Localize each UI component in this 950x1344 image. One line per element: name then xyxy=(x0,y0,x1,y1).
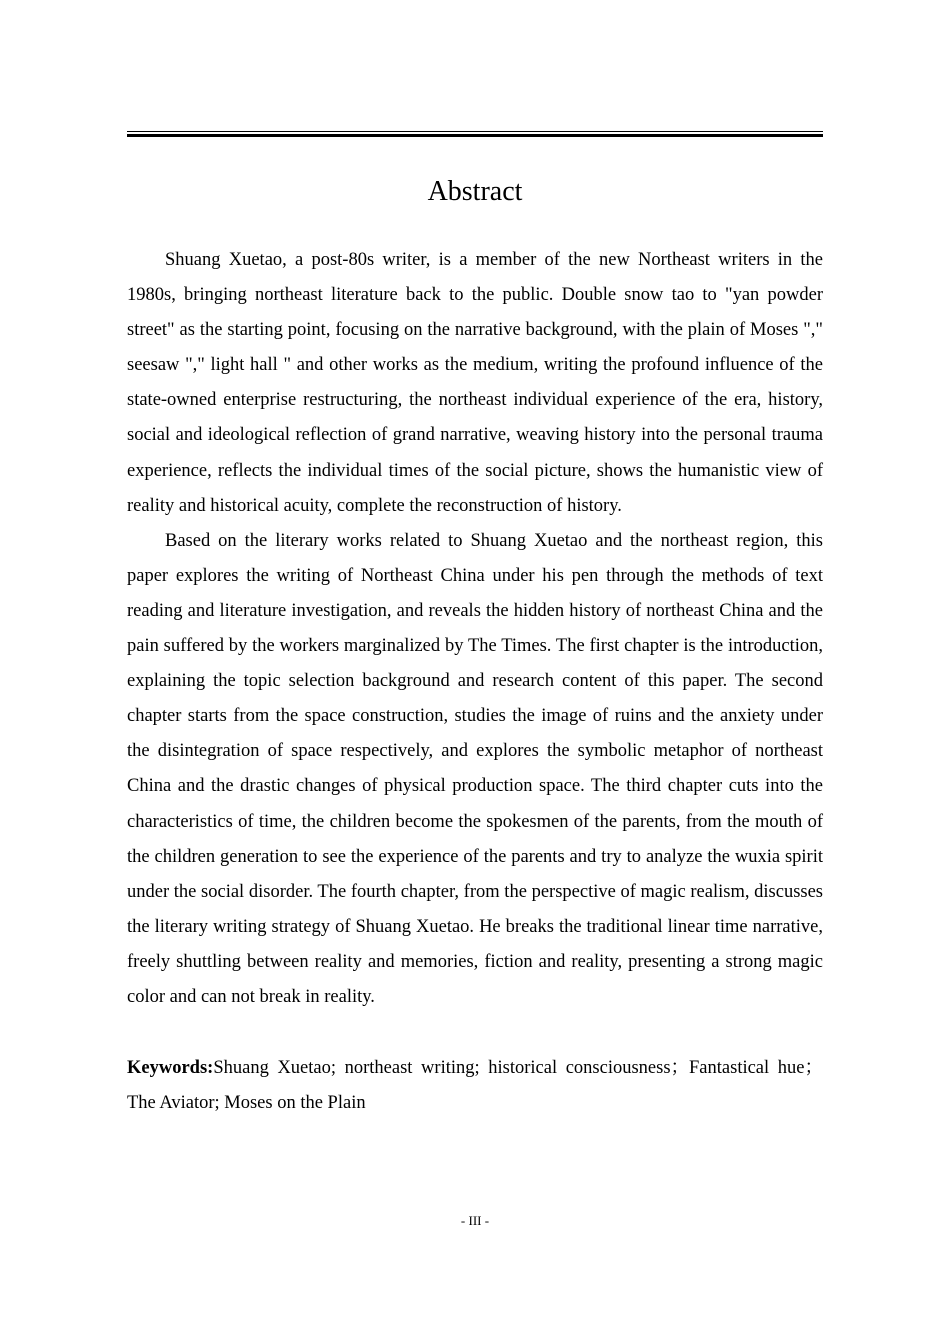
header-rule-thick-line xyxy=(127,134,823,137)
abstract-paragraph-2: Based on the literary works related to Shuang Xuetao and the northeast region, this paper explores the writing of Northeast China under his pen through the methods of text reading and literature investigation, and reveals the hidden history of northeast China and the pain suffered by the workers marginalized by The Times. The first chapter is the introduction, explaining the topic selection background and research content of this paper. The second chapter starts from the space construction, studies the image of ruins and the anxiety under the disintegration of space respectively, and explores the symbolic metaphor of northeast China and the drastic changes of physical production space. The third chapter cuts into the characteristics of time, the children become the spokesmen of the parents, from the mouth of the children generation to see the experience of the parents and try to analyze the wuxia spirit under the social disorder. The fourth chapter, from the perspective of magic realism, discusses the literary writing strategy of Shuang Xuetao. He breaks the traditional linear time narrative, freely shuttling between reality and memories, fiction and reality, presenting a strong magic color and can not break in reality. xyxy=(127,530,823,1007)
header-double-rule xyxy=(127,131,823,138)
keywords-label: Keywords: xyxy=(127,1058,214,1078)
abstract-paragraph-1: Shuang Xuetao, a post-80s writer, is a member of the new Northeast writers in the 1980s, bringing northeast literature back to the public. Double snow tao to "yan powder street" as the starting point, focusing on the narrative background, with the plain of Moses "," seesaw "," light hall " and other works as the medium, writing the profound influence of the state-owned enterprise restructuring, the northeast individual experience of the era, history, social and ideological reflection of grand narrative, weaving history into the personal trauma experience, reflects the individual times of the social picture, shows the humanistic view of reality and historical acuity, complete the reconstruction of history. xyxy=(127,250,823,516)
page-number: - III - xyxy=(460,1213,490,1228)
page-title: Abstract xyxy=(427,176,523,207)
header-rule-thin-line xyxy=(127,131,823,132)
keywords-section xyxy=(127,1051,823,1121)
abstract-body xyxy=(127,243,823,1015)
keywords-text: Shuang Xuetao; northeast writing; historical consciousness；Fantastical hue；The Aviator; Moses on the Plain xyxy=(127,1058,823,1114)
